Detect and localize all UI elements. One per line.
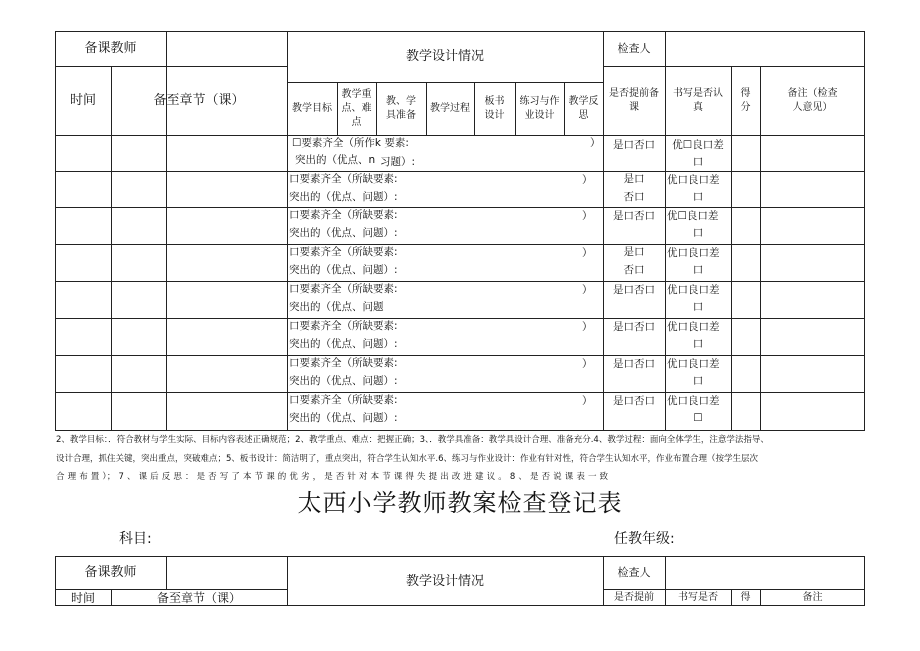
row-1-line1: ☐要素齐全（所作k 要素: — [292, 137, 409, 149]
row-6-line1: 口要素齐全（所缺要素: — [289, 320, 398, 332]
bottom-teacher-label: 备课教师 — [84, 565, 137, 580]
bottom-write-label: 书写是否 — [678, 591, 718, 603]
score-label: 得分 — [740, 87, 751, 113]
subject-label: 科目: — [119, 531, 152, 547]
row-1-line2: 突出的（优点、n — [295, 154, 376, 166]
row-6-write: 优口良口差 — [667, 321, 720, 333]
design-title: 教学设计情况 — [405, 49, 484, 64]
row-3-write2: 口 — [692, 227, 704, 239]
col-key-points: 教学重点、难点 — [341, 88, 372, 128]
row-2-prepare: 是口 — [623, 173, 645, 185]
row-4-prepare: 是口 — [623, 246, 645, 258]
row-6-write2: 口 — [692, 338, 704, 350]
col-exercise: 练习与作业设计 — [519, 95, 560, 121]
row-3-prepare: 是口否口 — [613, 210, 655, 222]
col-goal: 教学目标 — [292, 102, 332, 114]
row-8-write2: ☐ — [693, 412, 703, 424]
row-6-close-paren: ） — [582, 321, 593, 333]
row-6-line2: 突出的（优点、问题）: — [289, 338, 398, 350]
row-1-write2: 口 — [692, 155, 704, 168]
row-5-write: 优口良口差 — [667, 284, 720, 296]
prepare-label: 是否提前备课 — [609, 87, 659, 113]
row-2-line2: 突出的（优点、问题）: — [289, 191, 398, 203]
row-2-close-paren: ） — [582, 174, 593, 186]
write-label: 书写是否认真 — [673, 87, 723, 113]
bottom-design-title: 教学设计情况 — [405, 573, 484, 589]
row-3-line2: 突出的（优点、问题）: — [289, 227, 398, 239]
row-2-write2: 口 — [692, 191, 704, 203]
row-2-line1: 口要素齐全（所缺要素: — [289, 173, 398, 185]
row-3-write: 优☐良口差 — [667, 210, 719, 222]
bottom-chapter-label: 备至章节（课） — [156, 590, 241, 605]
bottom-checker-label: 检查人 — [617, 566, 651, 579]
row-4-close-paren: ） — [582, 247, 593, 259]
row-1-line2b: 习题）: — [380, 156, 416, 168]
bottom-table — [55, 556, 865, 606]
notes-line-1: 2、教学目标：．符合教材与学生实际、目标内容表述正确规范；2、教学重点、难点：把握正确；3、．教学具准备：教学具设计合理、准备充分.4、教学过程：面向全体学生，注意学法指导、 — [56, 435, 769, 445]
col-materials: 教、学具准备 — [386, 95, 416, 121]
bottom-score-label: 得 — [740, 591, 751, 603]
row-8-write: 优口良口差 — [667, 395, 720, 407]
row-5-line2: 突出的（优点、问题 — [289, 301, 384, 313]
row-5-prepare: 是口否口 — [613, 284, 655, 296]
row-5-close-paren: ） — [582, 284, 593, 296]
notes-line-3: 合 理 布 置 ）； 7 、 课 后 反 思 ： 是 否 写 了 本 节 课 的 优 劣 ， 是 否 针 对 本 节 课 得 失 提 出 改 进 建 议 。 8 、 是 否 说 课 表 一 致 — [56, 472, 609, 482]
notes-line-2: 设计合理，抓住关键，突出重点，突破难点；5、板书设计：简洁明了，重点突出，符合学生认知水平.6、练习与作业设计：作业有针对性，符合学生认知水平，作业布置合理（按学生层次 — [56, 454, 759, 464]
row-4-write: 优口良口差 — [667, 247, 720, 259]
row-5-write2: 口 — [692, 301, 704, 313]
bottom-prepare-label: 是否提前 — [614, 591, 654, 603]
row-7-write: 优口良口差 — [667, 358, 720, 370]
chapter-label: 备至章节（课） — [153, 93, 245, 108]
row-7-line1: 口要素齐全（所缺要素: — [289, 357, 398, 369]
row-1-close-paren: ） — [590, 137, 601, 149]
doc-title: 太西小学教师教案检查登记表 — [297, 489, 623, 517]
top-table — [55, 31, 865, 431]
row-8-line1: 口要素齐全（所缺要素: — [289, 394, 398, 406]
row-3-line1: 口要素齐全（所缺要素: — [289, 209, 398, 221]
row-7-line2: 突出的（优点、问题）: — [289, 375, 398, 387]
col-board: 板书设计 — [484, 95, 505, 121]
row-2-write: 优口良口差 — [667, 174, 720, 186]
row-5-line1: 口要素齐全（所缺要素: — [289, 283, 398, 295]
row-6-prepare: 是口否口 — [613, 321, 655, 333]
row-1-write: 优☐良口差 — [672, 138, 724, 151]
row-7-close-paren: ） — [582, 358, 593, 370]
row-3-close-paren: ） — [582, 210, 593, 222]
remark-label: 备注（检查人意见） — [787, 87, 838, 113]
row-4-write2: 口 — [692, 264, 704, 276]
checker-label: 检查人 — [617, 42, 651, 55]
row-7-prepare: 是口否口 — [613, 358, 655, 370]
row-7-write2: 口 — [692, 375, 704, 387]
row-4-prepare2: 否口 — [623, 264, 645, 276]
teacher-label: 备课教师 — [84, 41, 137, 56]
row-8-close-paren: ） — [582, 395, 593, 407]
row-4-line1: 口要素齐全（所缺要素: — [289, 246, 398, 258]
row-8-line2: 突出的（优点、问题）: — [289, 412, 398, 424]
row-4-line2: 突出的（优点、问题）: — [289, 264, 398, 276]
col-process: 教学过程 — [430, 102, 470, 114]
bottom-remark-label: 备注 — [802, 591, 823, 603]
bottom-time-label: 时间 — [70, 590, 95, 605]
row-8-prepare: 是口否口 — [613, 395, 655, 407]
row-2-prepare2: 否口 — [623, 191, 645, 203]
time-label: 时间 — [69, 93, 96, 108]
row-1-prepare: 是口否口 — [613, 138, 655, 151]
col-reflection: 教学反思 — [568, 95, 599, 121]
grade-label: 任教年级: — [614, 531, 675, 547]
